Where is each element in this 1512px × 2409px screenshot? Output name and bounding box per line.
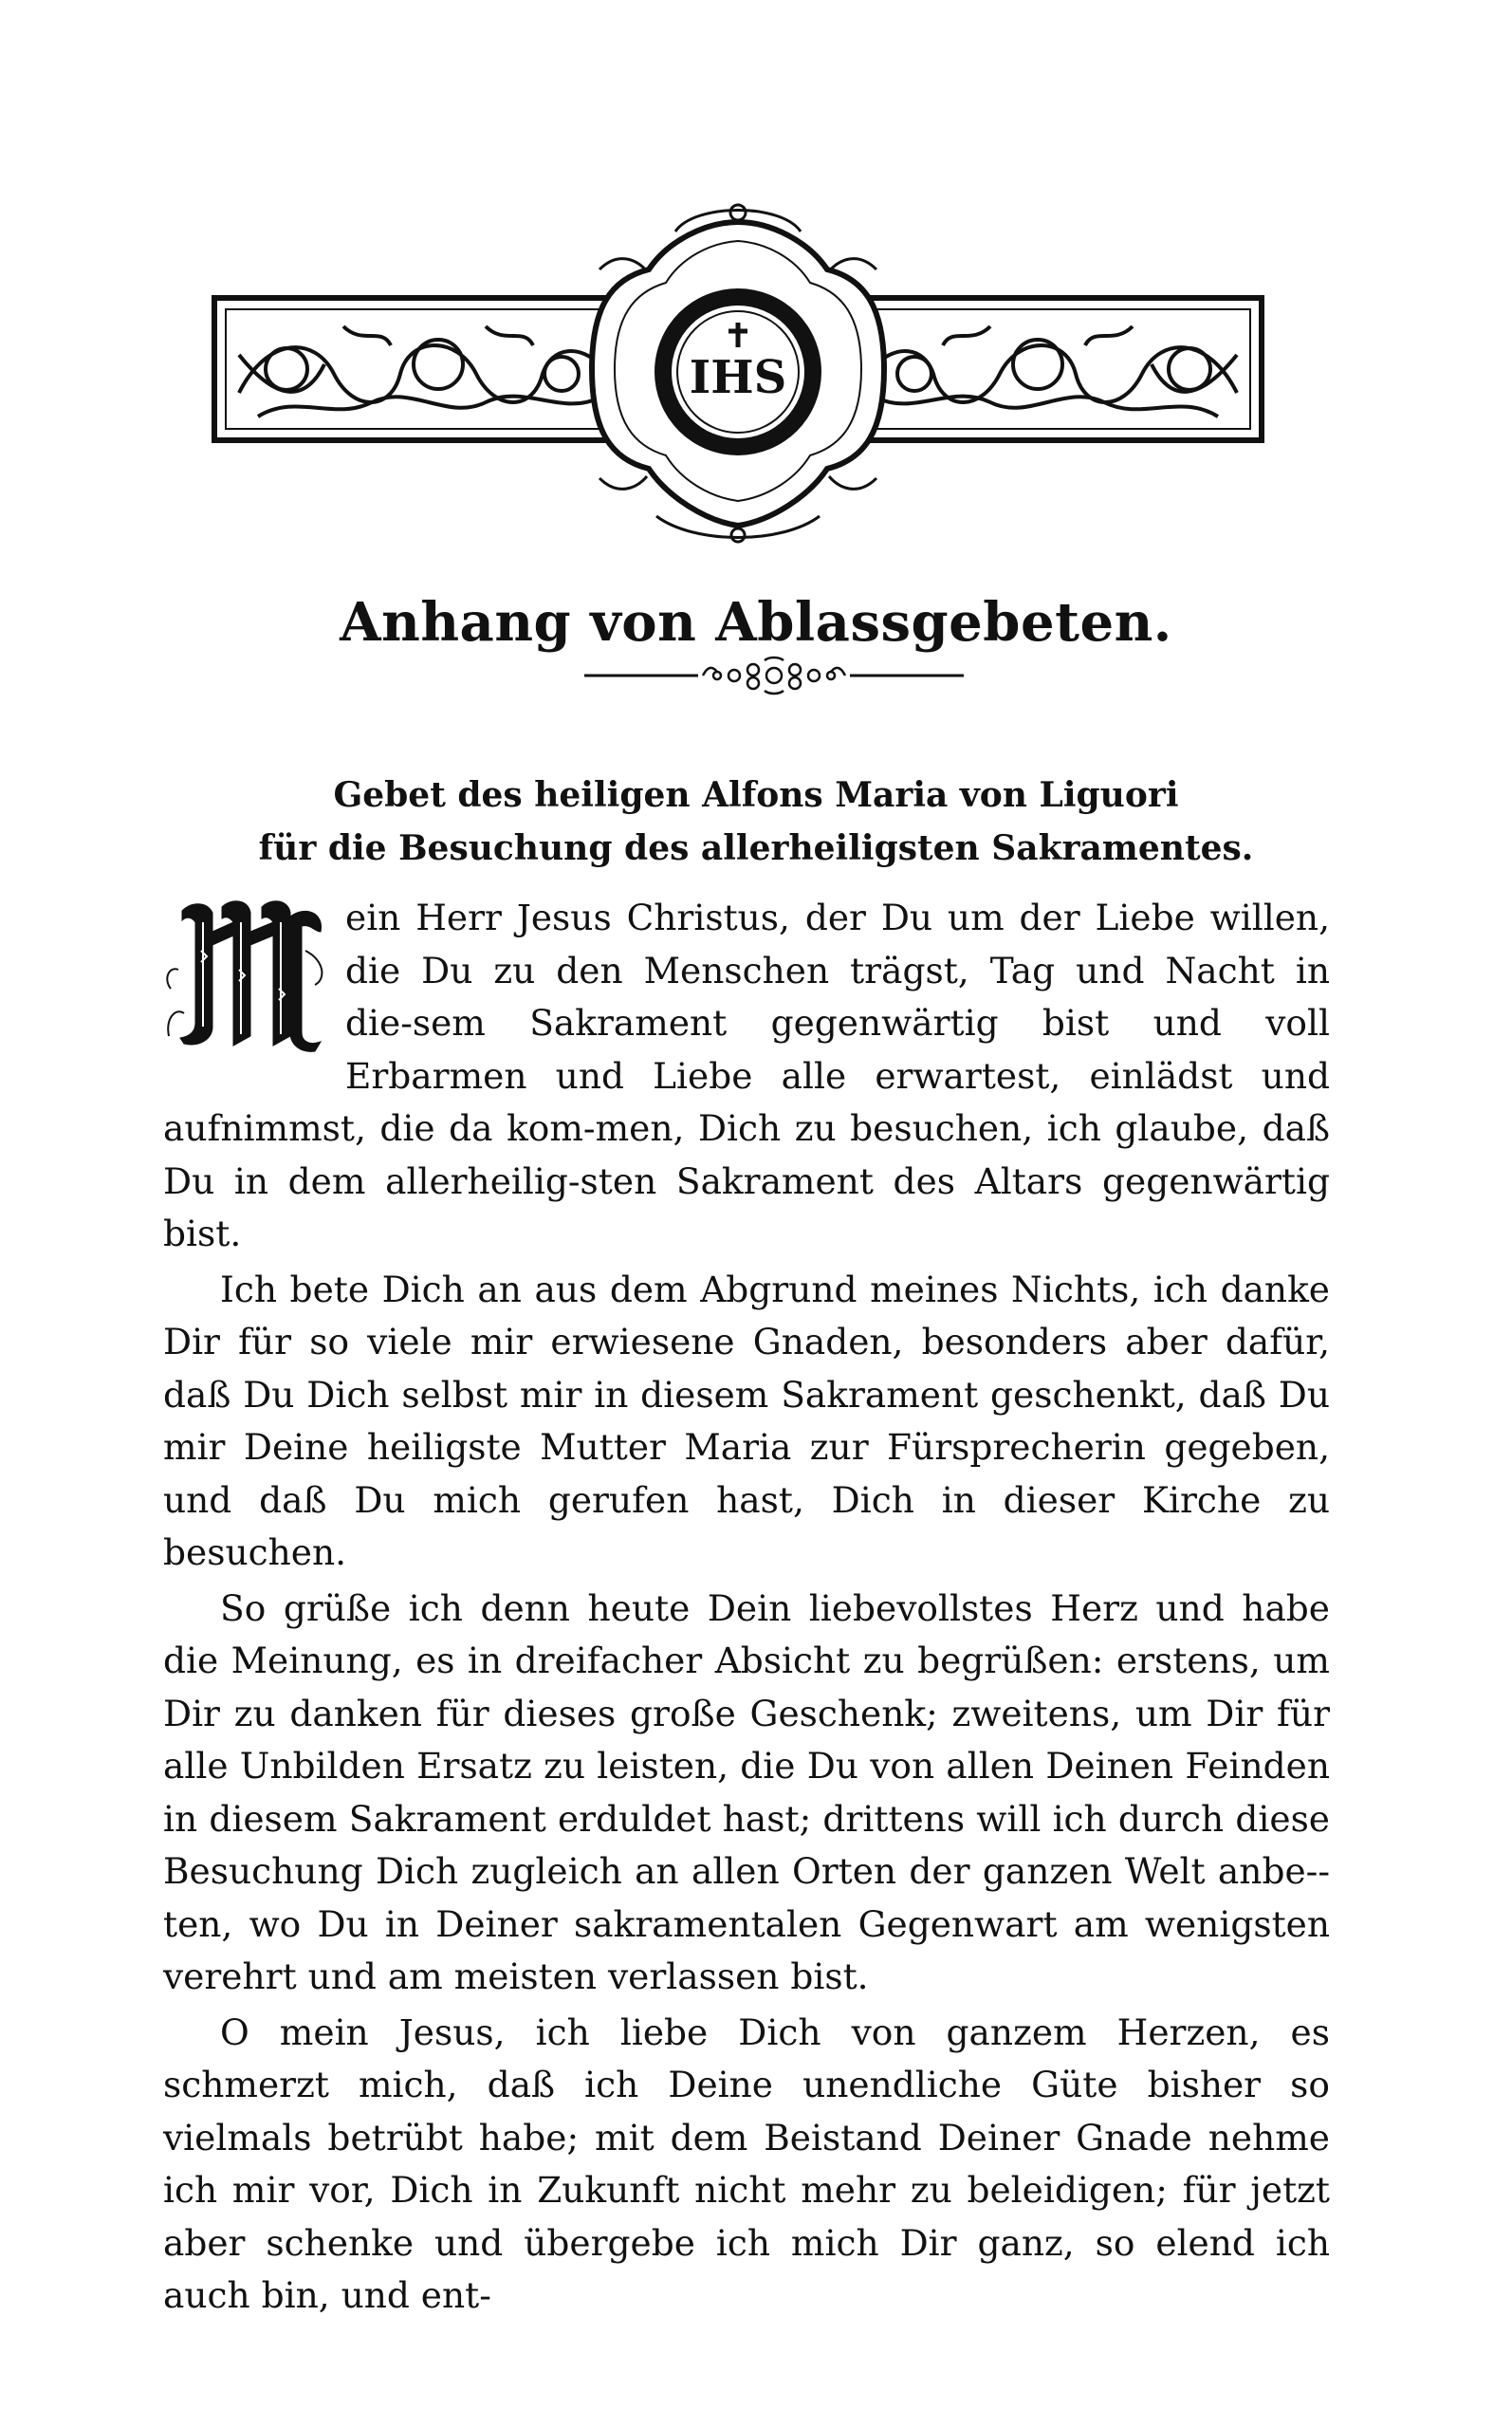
page-title: Anhang von Ablassgebeten. [340, 590, 1172, 654]
ornamental-headpiece [201, 203, 1275, 545]
paragraph-2: Ich bete Dich an aus dem Abgrund meines Nichts, ich danke Dir für so viele mir erwiesene Gnaden, besonders aber dafür, daß Du Dich selbst mir in diesem Sakrament geschenkt, daß Du mir Deine heiligste Mutter Maria zur Fürsprecherin gegeben, und daß Du mich gerufen hast, Dich in dieser Kirche zu besuchen. [163, 1268, 1330, 1573]
paragraph-4: O mein Jesus, ich liebe Dich von ganzem Herzen, es schmerzt mich, daß ich Deine unendliche Güte bisher so vielmals betrübt habe; mit dem Beistand Deiner Gnade nehme ich mir vor, Dich in Zukunft nicht mehr zu beleidigen; für jetzt aber schenke und übergebe ich mich Dir ganz, so elend ich auch bin, und ent- [163, 2011, 1330, 2316]
prayer-body [163, 892, 1330, 2325]
prayer-heading-line-1: Gebet des heiligen Alfons Maria von Liguori [333, 775, 1179, 815]
paragraph-1-text: ein Herr Jesus Christus, der Du um der Liebe willen, die Du zu den Menschen trägst, Tag und Nacht in die-sem Sakrament gegenwärtig bist und voll Erbarmen und Liebe alle erwartest, einlädst und aufnimmst, die da kom-men, Dich zu besuchen, ich glaube, daß Du in dem allerheilig-sten Sakrament des Altars gegenwärtig bist. [163, 897, 1330, 1254]
paragraph-3: So grüße ich denn heute Dein liebevollstes Herz und habe die Meinung, es in dreifacher Absicht zu begrüßen: erstens, um Dir zu danken für dieses große Geschenk; zweitens, um Dir für alle Unbilden Ersatz zu leisten, die Du von allen Deinen Feinden in diesem Sakrament erduldet hast; drittens will ich durch diese Besuchung Dich zugleich an allen Orten der ganzen Welt anbe-ten, wo Du in Deiner sakramentalen Gegenwart am wenigsten verehrt und am meisten verlassen bist. [163, 1586, 1330, 1997]
ornamental-dropcap [163, 894, 332, 1053]
title-divider-ornament [584, 655, 964, 696]
prayer-heading-line-2: für die Besuchung des allerheiligsten Sakramentes. [258, 828, 1254, 868]
prayer-heading [0, 769, 1512, 875]
headpiece-ornament-graphic [201, 203, 1275, 545]
paragraph-1 [163, 892, 1330, 1261]
ihs-monogram: IHS [689, 351, 787, 404]
